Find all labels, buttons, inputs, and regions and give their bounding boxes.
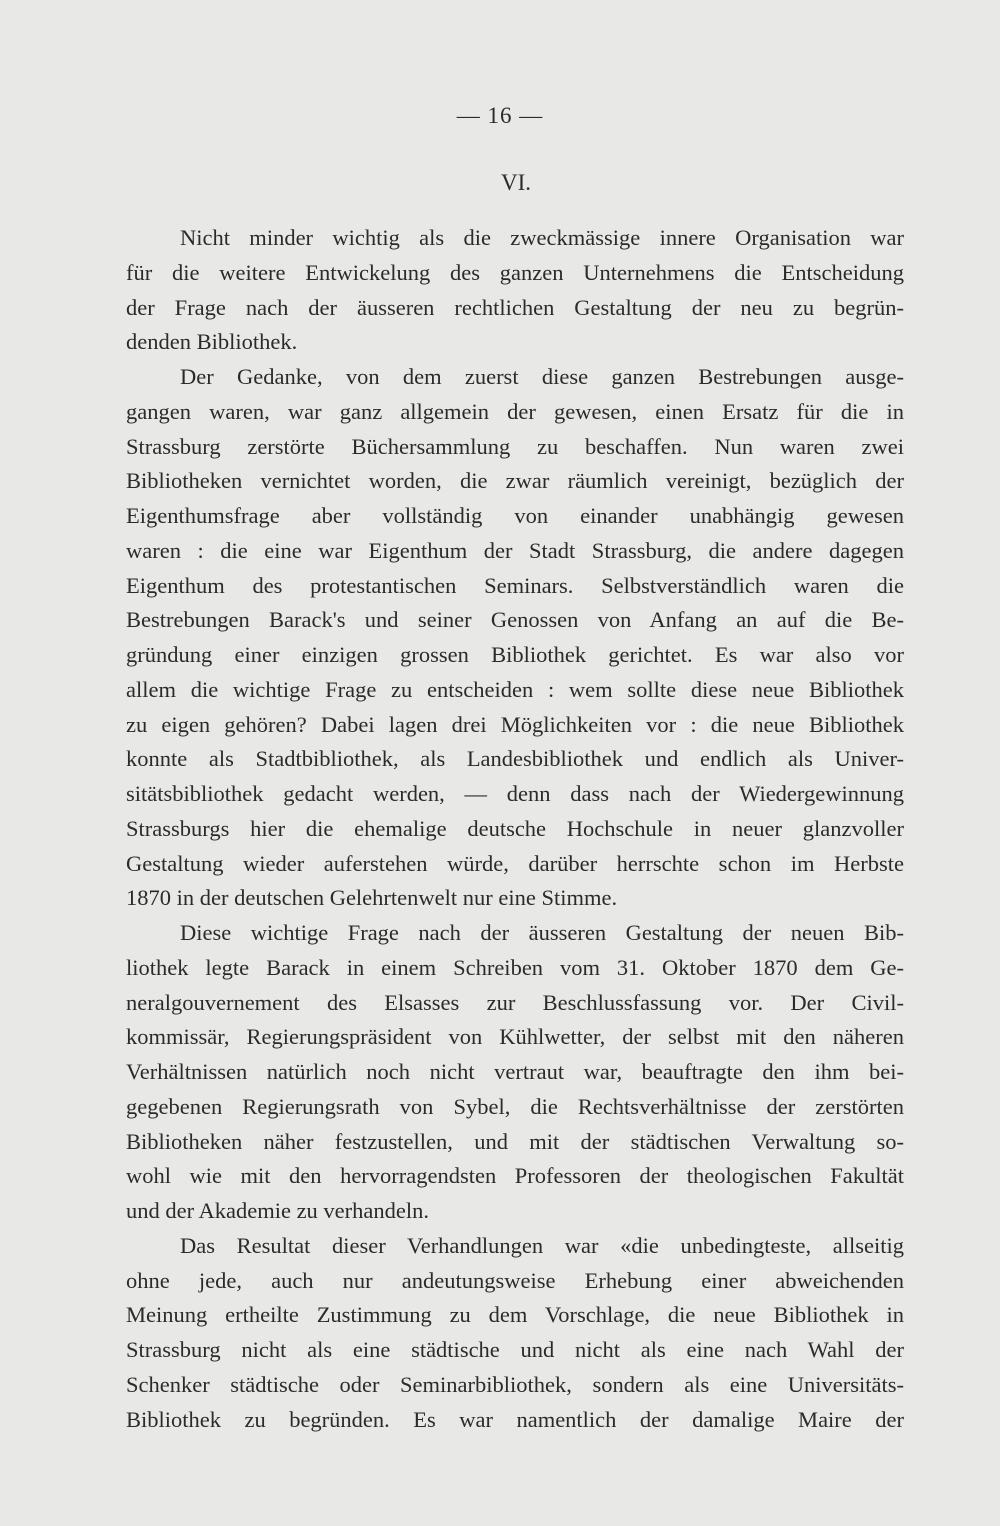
text-line: der Frage nach der äusseren rechtlichen Gestaltung der neu zu begrün- [126,294,904,320]
text-line: und der Akademie zu verhandeln. [126,1198,430,1223]
text-line: Verhältnissen natürlich noch nicht vertraut war, beauftragte den ihm bei- [126,1059,904,1084]
text-line: Strassburgs hier die ehemalige deutsche Hochschule in neuer glanzvoller [126,815,904,841]
text-line: Bestrebungen Barack's und seiner Genossen von Anfang an auf die Be- [126,607,904,633]
text-line: allem die wichtige Frage zu entscheiden : wem sollte diese neue Bibliothek [126,676,904,702]
text-line: Eigenthum des protestantischen Seminars. Selbstverständlich waren die [126,572,904,598]
text-line: waren : die eine war Eigenthum der Stadt Strassburg, die andere dagegen [126,537,904,563]
text-line: gründung einer einzigen grossen Bibliothek gerichtet. Es war also vor [126,642,904,667]
text-line: Diese wichtige Frage nach der äusseren Gestaltung der neuen Bib- [180,920,904,945]
text-line: Strassburg zerstörte Büchersammlung zu beschaffen. Nun waren zwei [126,433,904,459]
text-line: gegebenen Regierungsrath von Sybel, die Rechtsverhältnisse der zerstörten [126,1093,904,1119]
text-line: ohne jede, auch nur andeutungsweise Erhebung einer abweichenden [126,1267,904,1293]
text-line: Bibliothek zu begründen. Es war namentlich der damalige Maire der [126,1406,904,1432]
text-line: Gestaltung wieder auferstehen würde, darüber herrschte schon im Herbste [126,850,904,876]
text-line: 1870 in der deutschen Gelehrtenwelt nur eine Stimme. [126,885,618,911]
text-line: wohl wie mit den hervorragendsten Professoren der theologischen Fakultät [126,1163,904,1189]
text-line: neralgouvernement des Elsasses zur Beschlussfassung vor. Der Civil- [126,989,904,1015]
text-line: Strassburg nicht als eine städtische und nicht als eine nach Wahl der [126,1337,904,1362]
text-line: für die weitere Entwickelung des ganzen Unternehmens die Entscheidung [126,259,904,285]
text-line: Eigenthumsfrage aber vollständig von einander unabhängig gewesen [126,503,904,528]
text-line: zu eigen gehören? Dabei lagen drei Möglichkeiten vor : die neue Bibliothek [126,711,904,737]
text-line: Bibliotheken näher festzustellen, und mit der städtischen Verwaltung so- [126,1128,904,1154]
text-line: sitätsbibliothek gedacht werden, — denn dass nach der Wiedergewinnung [126,781,904,806]
text-line: denden Bibliothek. [126,329,298,355]
text-line: konnte als Stadtbibliothek, als Landesbibliothek und endlich als Univer- [126,746,904,772]
body-text [126,221,904,1437]
page-number: — 16 — [456,103,544,128]
section-heading: VI. [500,170,532,195]
text-line: gangen waren, war ganz allgemein der gewesen, einen Ersatz für die in [126,398,904,424]
text-line: liothek legte Barack in einem Schreiben vom 31. Oktober 1870 dem Ge- [126,954,904,980]
text-line: Der Gedanke, von dem zuerst diese ganzen Bestrebungen ausge- [180,364,904,389]
text-line: Schenker städtische oder Seminarbibliothek, sondern als eine Universitäts- [126,1371,904,1397]
text-line: Meinung ertheilte Zustimmung zu dem Vorschlage, die neue Bibliothek in [126,1302,904,1328]
text-line: Bibliotheken vernichtet worden, die zwar räumlich vereinigt, bezüglich der [126,468,904,494]
text-line: Das Resultat dieser Verhandlungen war «die unbedingteste, allseitig [180,1232,904,1258]
text-line: Nicht minder wichtig als die zweckmässige innere Organisation war [180,225,904,250]
text-line: kommissär, Regierungspräsident von Kühlwetter, der selbst mit den näheren [126,1024,904,1050]
